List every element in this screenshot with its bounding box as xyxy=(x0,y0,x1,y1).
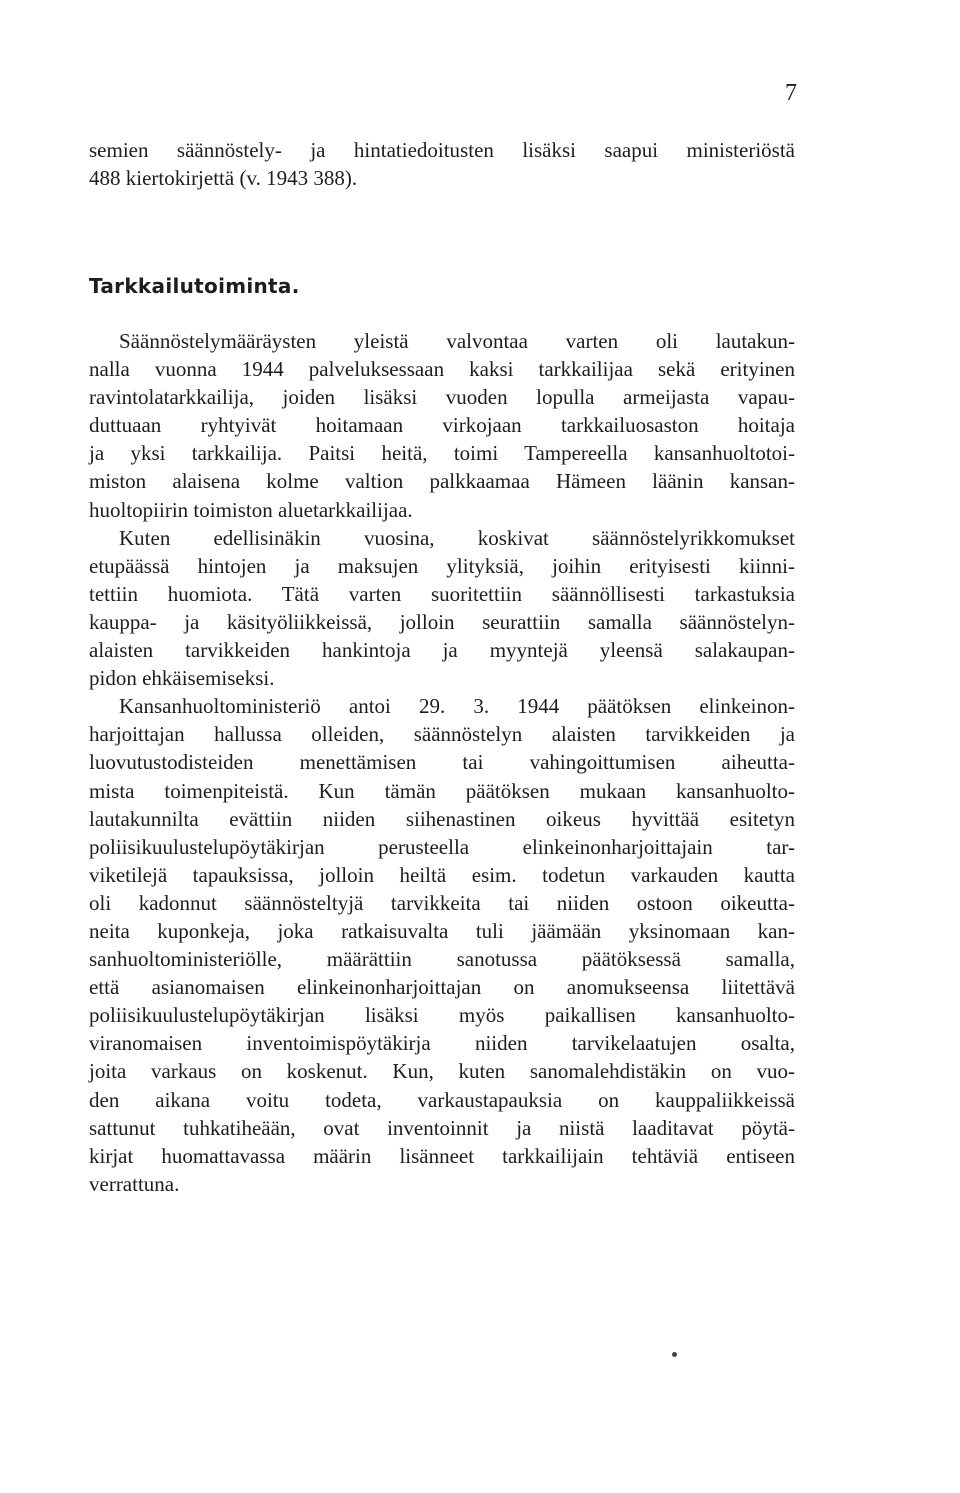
text-line: verrattuna. xyxy=(89,1171,180,1196)
section-body xyxy=(89,327,795,1198)
intro-paragraph xyxy=(89,136,795,192)
text-line: tettiin huomiota. Tätä varten suoritettiin säännöllisesti tarkastuksia xyxy=(89,581,795,606)
text-line: kauppa- ja käsityöliikkeissä, jolloin seurattiin samalla säännöstelyn- xyxy=(89,609,795,634)
text-line: pidon ehkäisemiseksi. xyxy=(89,666,275,691)
text-line: poliisikuulustelupöytäkirjan lisäksi myös paikallisen kansanhuolto- xyxy=(89,1003,795,1028)
section-heading: Tarkkailutoiminta. xyxy=(89,274,300,298)
text-line: Kansanhuoltoministeriö antoi 29. 3. 1944 päätöksen elinkeinon- xyxy=(119,694,795,719)
text-line: semien säännöstely- ja hintatiedoitusten lisäksi saapui ministeriöstä xyxy=(89,138,795,162)
scan-speck xyxy=(672,1352,677,1357)
text-line: joita varkaus on koskenut. Kun, kuten sanomalehdistäkin on vuo- xyxy=(89,1059,795,1084)
text-line: Kuten edellisinäkin vuosina, koskivat säännöstelyrikkomukset xyxy=(119,525,795,550)
text-line: miston alaisena kolme valtion palkkaamaa Hämeen läänin kansan- xyxy=(89,469,795,494)
text-line: 488 kiertokirjettä (v. 1943 388). xyxy=(89,166,358,191)
text-line: ravintolatarkkailija, joiden lisäksi vuoden lopulla armeijasta vapau- xyxy=(89,385,795,410)
text-line: alaisten tarvikkeiden hankintoja ja myyntejä yleensä salakaupan- xyxy=(89,638,795,663)
text-line: että asianomaisen elinkeinonharjoittajan on anomukseensa liitettävä xyxy=(89,975,795,1000)
text-line: poliisikuulustelupöytäkirjan perusteella elinkeinonharjoittajain tar- xyxy=(89,834,795,859)
text-line: oli kadonnut säännösteltyjä tarvikkeita tai niiden ostoon oikeutta- xyxy=(89,890,795,915)
text-line: sattunut tuhkatiheään, ovat inventoinnit ja niistä laaditavat pöytä- xyxy=(89,1115,795,1140)
text-line: den aikana voitu todeta, varkaustapauksia on kauppaliikkeissä xyxy=(89,1087,795,1112)
text-line: huoltopiirin toimiston aluetarkkailijaa. xyxy=(89,497,413,522)
text-line: viketilejä tapauksissa, jolloin heiltä esim. todetun varkauden kautta xyxy=(89,862,795,887)
text-line: kirjat huomattavassa määrin lisänneet tarkkailijain tehtäviä entiseen xyxy=(89,1143,795,1168)
text-line: ja yksi tarkkailija. Paitsi heitä, toimi Tampereella kansanhuoltotoi- xyxy=(89,441,795,466)
text-line: harjoittajan hallussa olleiden, säännöstelyn alaisten tarvikkeiden ja xyxy=(89,722,795,747)
text-line: Säännöstelymääräysten yleistä valvontaa varten oli lautakun- xyxy=(119,329,795,353)
text-line: viranomaisen inventoimispöytäkirja niiden tarvikelaatujen osalta, xyxy=(89,1031,795,1056)
text-line: etupäässä hintojen ja maksujen ylityksiä, joihin erityisesti kiinni- xyxy=(89,553,795,578)
text-line: luovutustodisteiden menettämisen tai vahingoittumisen aiheutta- xyxy=(89,750,795,775)
text-line: lautakunnilta evättiin niiden siihenastinen oikeus hyvittää esitetyn xyxy=(89,806,795,831)
text-line: nalla vuonna 1944 palveluksessaan kaksi tarkkailijaa sekä erityinen xyxy=(89,357,795,382)
page-number: 7 xyxy=(785,80,797,106)
text-line: sanhuoltoministeriölle, määrättiin sanotussa päätöksessä samalla, xyxy=(89,947,795,972)
text-line: duttuaan ryhtyivät hoitamaan virkojaan tarkkailuosaston hoitaja xyxy=(89,413,795,438)
text-line: neita kuponkeja, joka ratkaisuvalta tuli jäämään yksinomaan kan- xyxy=(89,918,795,943)
text-line: mista toimenpiteistä. Kun tämän päätöksen mukaan kansanhuolto- xyxy=(89,778,795,803)
